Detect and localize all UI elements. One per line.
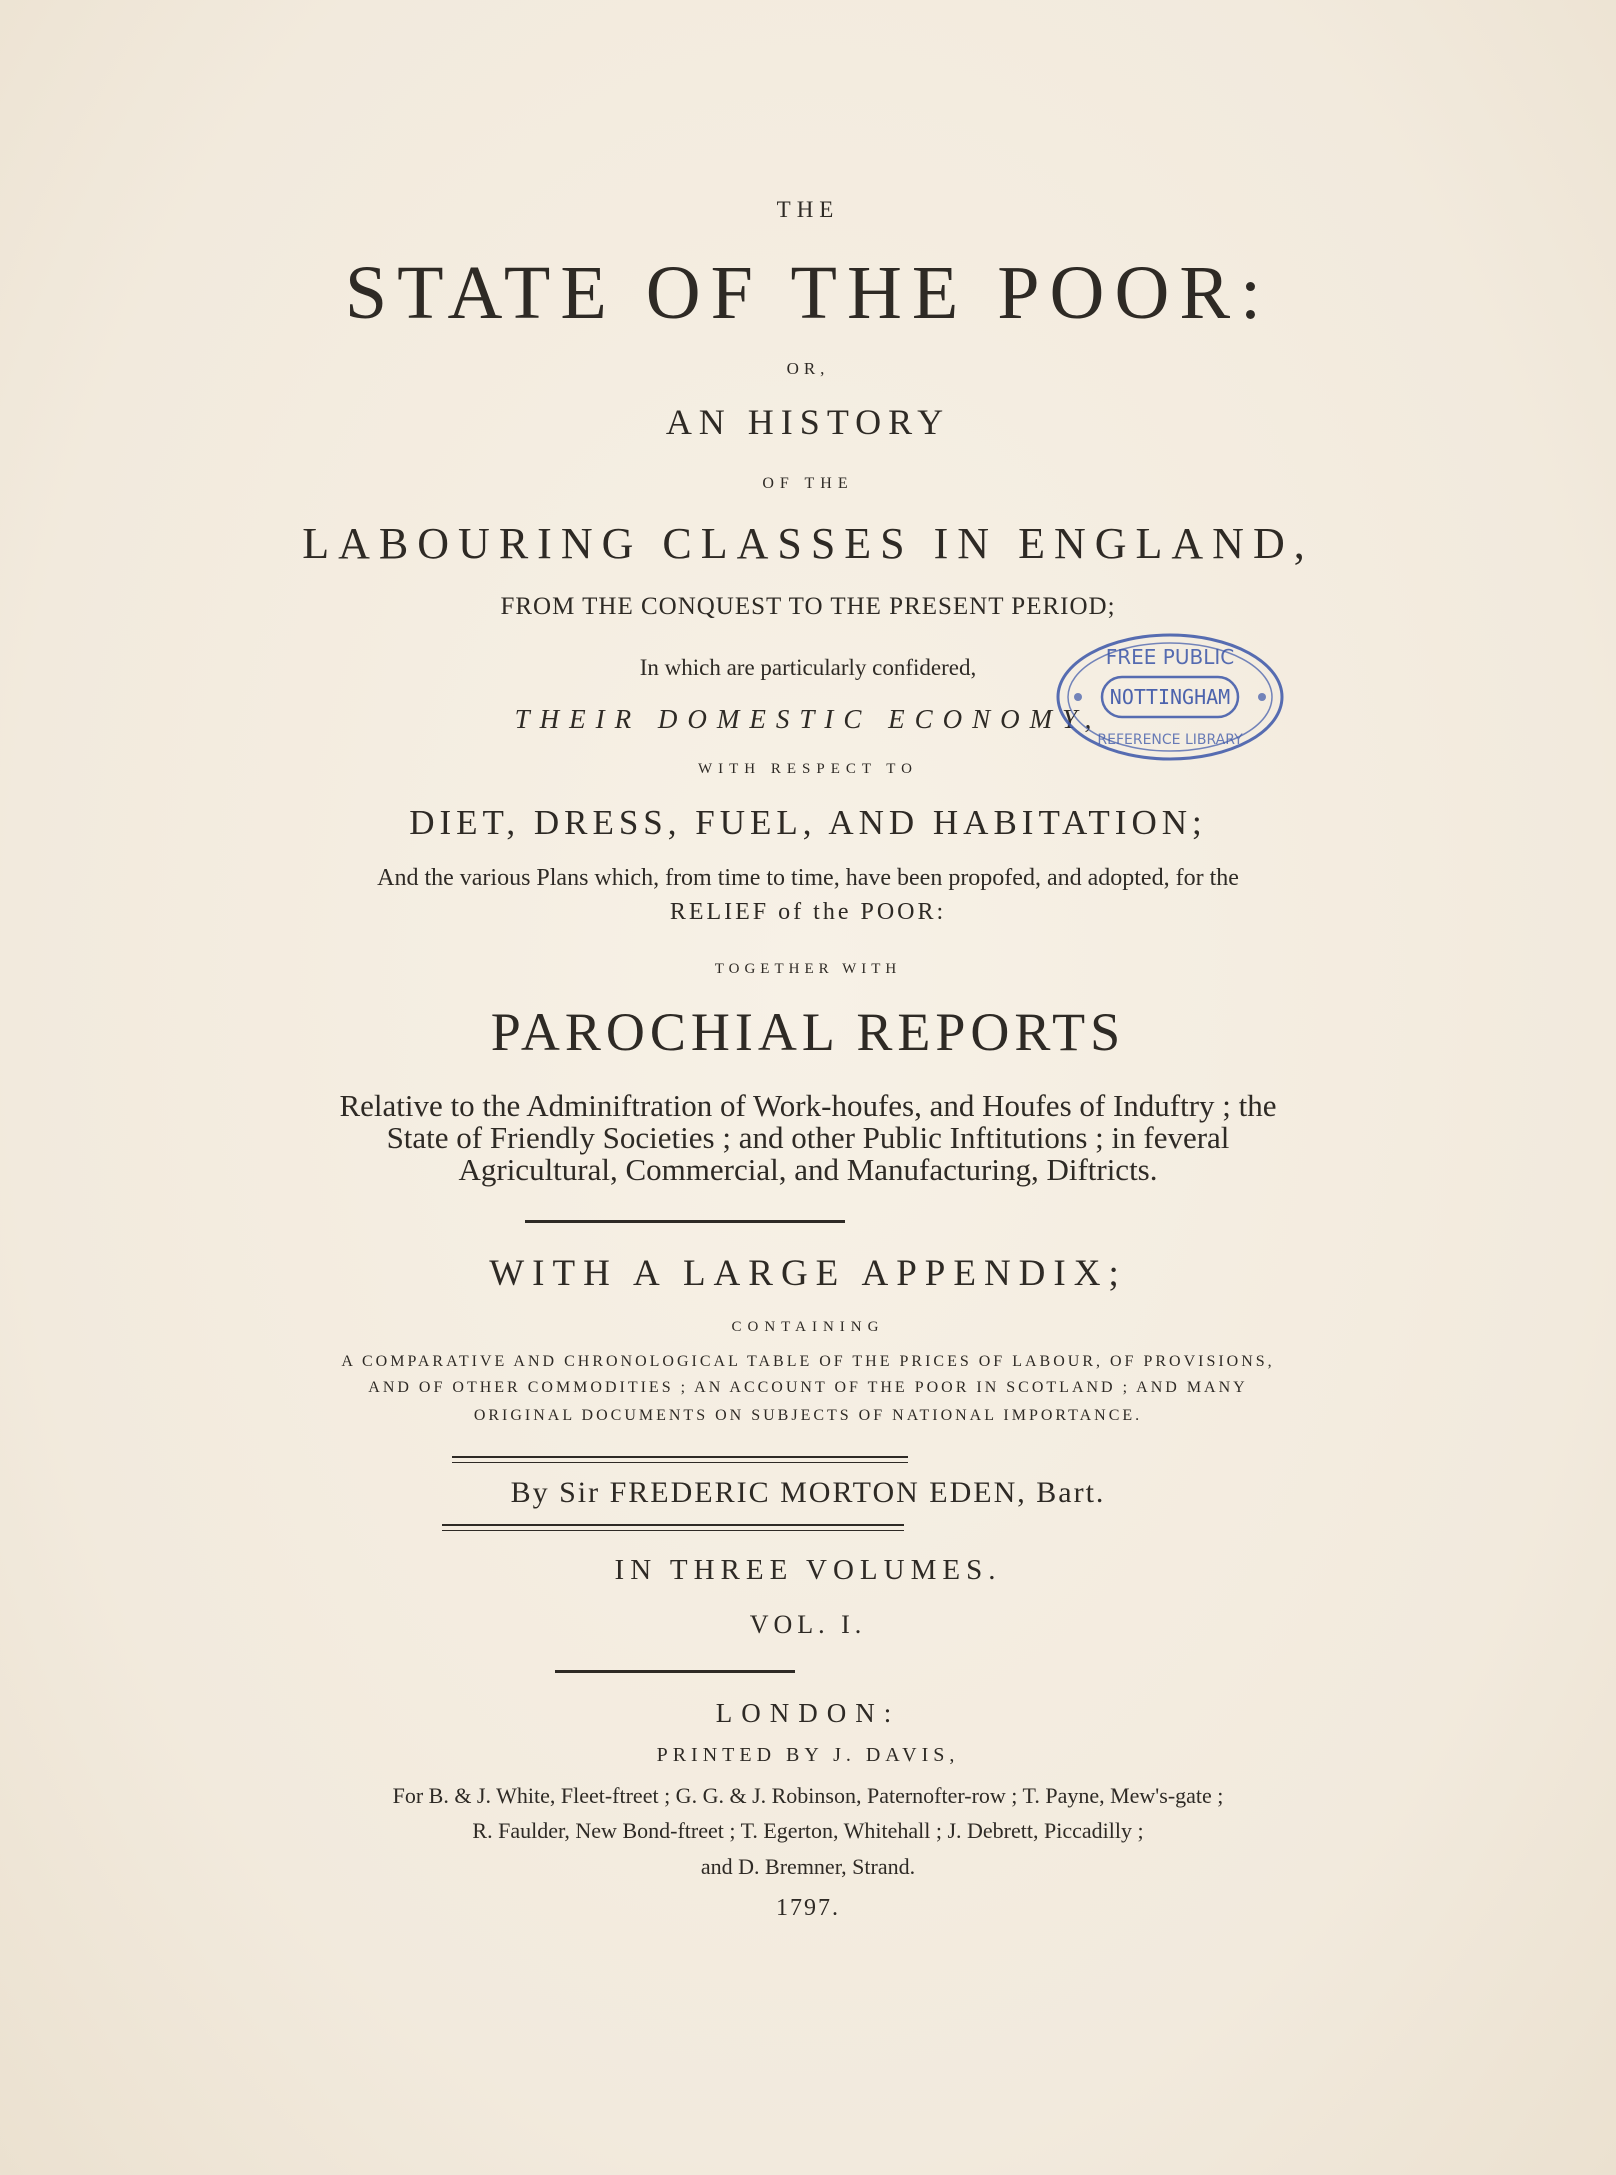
various-plans: And the various Plans which, from time to time, have been propofed, and adopted, for the (377, 865, 1239, 891)
in-three-volumes: IN THREE VOLUMES. (614, 1554, 1002, 1586)
publication-year: 1797. (776, 1895, 840, 1921)
relative-line-2: State of Friendly Societies ; and other Public Inftitutions ; in feveral (386, 1120, 1230, 1155)
together-with: TOGETHER WITH (714, 961, 902, 977)
stamp-graphic (1050, 622, 1290, 772)
booksellers-line-2: R. Faulder, New Bond-ftreet ; T. Egerton, Whitehall ; J. Debrett, Piccadilly ; (472, 1818, 1144, 1843)
stamp-top-text: FREE PUBLIC (1105, 645, 1235, 669)
in-which-considered: In which are particularly confidered, (639, 655, 977, 680)
stamp-center-text: NOTTINGHAM (1109, 685, 1231, 709)
main-title: STATE OF THE POOR: (344, 251, 1272, 335)
comparative-line-3: ORIGINAL DOCUMENTS ON SUBJECTS OF NATIONAL IMPORTANCE. (473, 1407, 1143, 1424)
relative-line-3: Agricultural, Commercial, and Manufacturing, Diftricts. (458, 1152, 1158, 1187)
booksellers-line-1: For B. & J. White, Fleet-ftreet ; G. G. & J. Robinson, Paternofter-row ; T. Payne, Mew's-gate ; (392, 1783, 1224, 1808)
containing: CONTAINING (731, 1319, 885, 1335)
booksellers-line-3: and D. Bremner, Strand. (700, 1854, 916, 1879)
divider-rule-2a (452, 1456, 908, 1458)
subtitle-an-history: AN HISTORY (665, 402, 951, 442)
with-respect-to: WITH RESPECT TO (697, 761, 918, 777)
comparative-line-2: AND OF OTHER COMMODITIES ; AN ACCOUNT OF THE POOR IN SCOTLAND ; AND MANY (368, 1379, 1248, 1396)
from-conquest: FROM THE CONQUEST TO THE PRESENT PERIOD; (500, 593, 1116, 620)
author: By Sir FREDERIC MORTON EDEN, Bart. (510, 1476, 1106, 1509)
divider-rule-2b (452, 1462, 908, 1463)
large-appendix: WITH A LARGE APPENDIX; (489, 1253, 1127, 1294)
domestic-economy: THEIR DOMESTIC ECONOMY, (514, 704, 1102, 734)
divider-rule-3a (442, 1524, 904, 1526)
library-stamp (1050, 622, 1290, 772)
stamp-bottom-text: REFERENCE LIBRARY (1097, 732, 1243, 748)
relief-of-poor: RELIEF of the POOR: (669, 899, 947, 925)
divider-rule-1 (525, 1220, 845, 1223)
london: LONDON: (715, 1698, 901, 1728)
subtitle-or: OR, (786, 359, 830, 378)
subtitle-of-the: OF THE (762, 475, 854, 492)
relative-line-1: Relative to the Adminiftration of Work-houfes, and Houfes of Induftry ; the (339, 1088, 1277, 1123)
comparative-line-1: A COMPARATIVE AND CHRONOLOGICAL TABLE OF THE PRICES OF LABOUR, OF PROVISIONS, (341, 1353, 1275, 1370)
vol-one: VOL. I. (749, 1610, 867, 1639)
diet-dress-fuel: DIET, DRESS, FUEL, AND HABITATION; (409, 803, 1207, 842)
printed-by: PRINTED BY J. DAVIS, (656, 1744, 960, 1766)
labouring-classes: LABOURING CLASSES IN ENGLAND, (302, 519, 1314, 568)
divider-rule-4 (555, 1670, 795, 1673)
parochial-reports: PAROCHIAL REPORTS (490, 1002, 1126, 1062)
divider-rule-3b (442, 1530, 904, 1531)
title-the: THE (776, 197, 840, 222)
